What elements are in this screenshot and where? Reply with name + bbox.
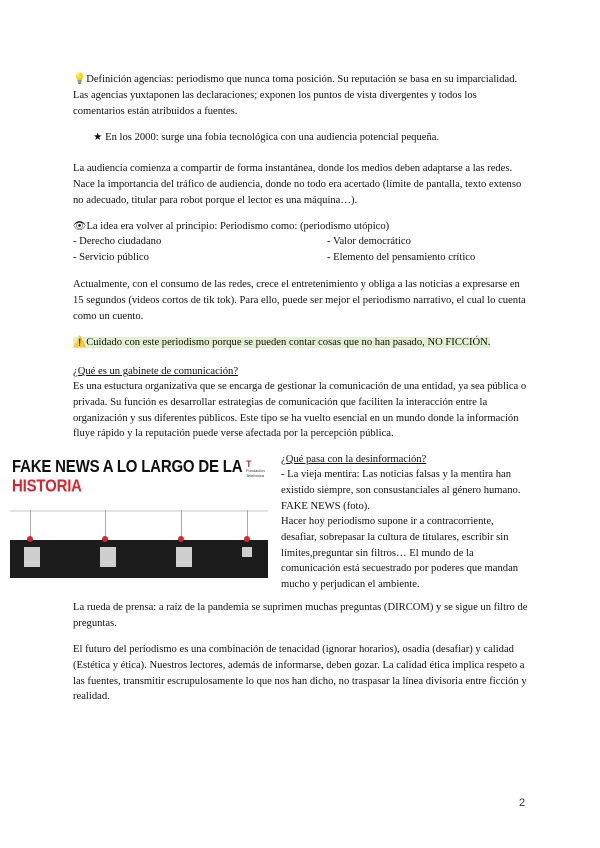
utopian-journalism-title: 👁La idea era volver al principio: Periodismo como: (periodismo utópico) [73,221,390,232]
thumbnail [24,547,40,567]
list-item: - Derecho ciudadano [73,236,162,247]
fundacion-logo: T Fundación Telefónica [246,459,265,478]
fake-news-image [10,450,268,578]
timeline-dot [244,536,250,542]
utopian-journalism-list [73,234,493,266]
thumbnail [242,547,252,557]
list-item: - Valor democrático [327,236,411,247]
gabinete-paragraph: Es una estuctura organizativa que se encarga de gestionar la comunicación de una entidad, ya sea pública o privada. Su función es desarrollar estrategias de comunicación que faciliten la interacción entre la organización y sus diferentes públicos. Este tipo se ha vuelto esencial en un mundo donde la información fluye rápido y la reputación puede verse afectada por la percepción pública. [73,381,527,440]
bullet-2000s: ★ En los 2000: surge una fobia tecnológica con una audiencia potencial pequeña. [93,132,440,143]
social-media-paragraph: Actualmente, con el consumo de las redes, crece el entretenimiento y obliga a las noticias a expresarse en 15 segundos (videos cortos de tik tok). Para ello, puede ser mejor el periodismo narrativo, el cual lo cuenta como un cuento. [73,279,526,322]
timeline-band [10,540,268,578]
warning-highlight: ⚠️Cuidado con este periodismo porque se pueden contar cosas que no han pasado, NO FICCIÓN. [73,337,491,348]
list-item: - Elemento del pensamiento crítico [327,251,476,263]
future-paragraph: El futuro del periodismo es una combinación de tenacidad (ignorar horarios), osadía (desafiar) y calidad (Estética y ética). Nuestros lectores, además de informarse, deben gozar. La calidad ética implica respeto a las fuentes, transmitir escrupulosamente lo que nos han dicho, no traspasar la línea divisoria entre ficción y realidad. [73,644,527,703]
agencies-definition: 💡Definición agencias: periodismo que nunca toma posición. Su reputación se basa en su imparcialidad. Las agencias yuxtaponen las declaraciones; exponen los puntos de vista divergentes y todos los comentarios están atribuidos a fuentes. [73,74,518,117]
audience-paragraph: La audiencia comienza a compartir de forma instantánea, donde los medios deben adaptarse a las redes. Nace la importancia del tráfico de audiencia, donde no todo era acertado (límite de pantalla, texto extenso no adecuado, titular para robot porque el lector es una máquina…). [73,163,522,206]
image-title: FAKE NEWS A LO LARGO DE LA HISTORIA [12,457,242,497]
timeline-dot [27,536,33,542]
disinformation-item: - La vieja mentira: Las noticias falsas y la mentira han existido siempre, son consustanciales al género humano. FAKE NEWS (foto). [281,469,521,512]
timeline-line [10,510,268,512]
thumbnail [100,547,116,567]
thumbnail [176,547,192,567]
timeline-dot [178,536,184,542]
gabinete-heading: ¿Qué es un gabinete de comunicación? [73,366,239,377]
disinformation-heading: ¿Qué pasa con la desinformación? [281,454,427,465]
timeline-dot [102,536,108,542]
disinformation-paragraph: Hacer hoy periodismo supone ir a contracorriente, desafiar, sobrepasar la cultura de titulares, escribir sin límites,preguntar sin filtros… El mundo de la comunicación está secuestrado por poderes que mandan mucho y perjudican el ambiente. [281,516,519,591]
press-conference-paragraph: La rueda de prensa: a raíz de la pandemia se suprimen muchas preguntas (DIRCOM) y se sigue un filtro de preguntas. [73,602,528,629]
warning-paragraph [73,335,528,351]
page-number: 2 [519,797,526,809]
list-item: - Servicio público [73,251,149,263]
